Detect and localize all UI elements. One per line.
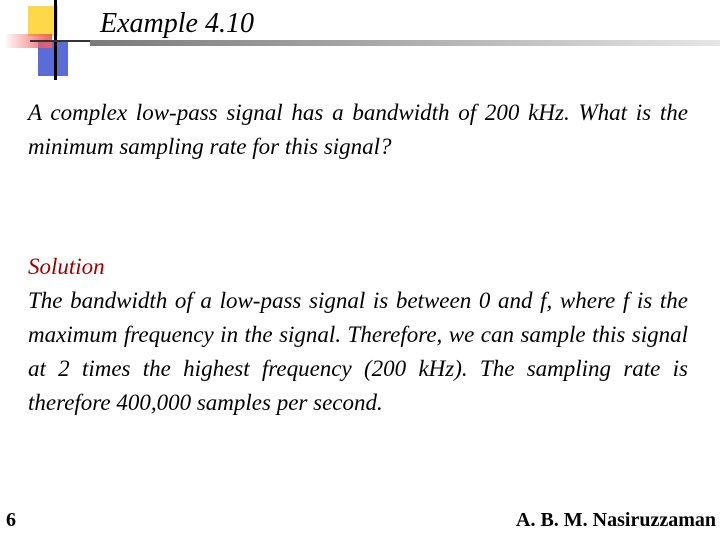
page-number: 6 (6, 509, 16, 531)
author-footer: A. B. M. Nasiruzzaman (516, 509, 716, 531)
slide-title: Example 4.10 (100, 8, 254, 39)
slide-corner-logo-icon (0, 0, 100, 90)
question-text: A complex low-pass signal has a bandwidth of 200 kHz. What is the minimum sampling rate for this signal? (28, 100, 688, 159)
solution-heading: Solution (28, 254, 105, 279)
solution-text: The bandwidth of a low-pass signal is between 0 and f, where f is the maximum frequency in the signal. Therefore, we can sample this signal at 2 times the highest frequency (200 kHz). The sampling rate is therefore 400,000 samples per second. (28, 288, 688, 415)
logo-horizontal-line (30, 40, 90, 42)
